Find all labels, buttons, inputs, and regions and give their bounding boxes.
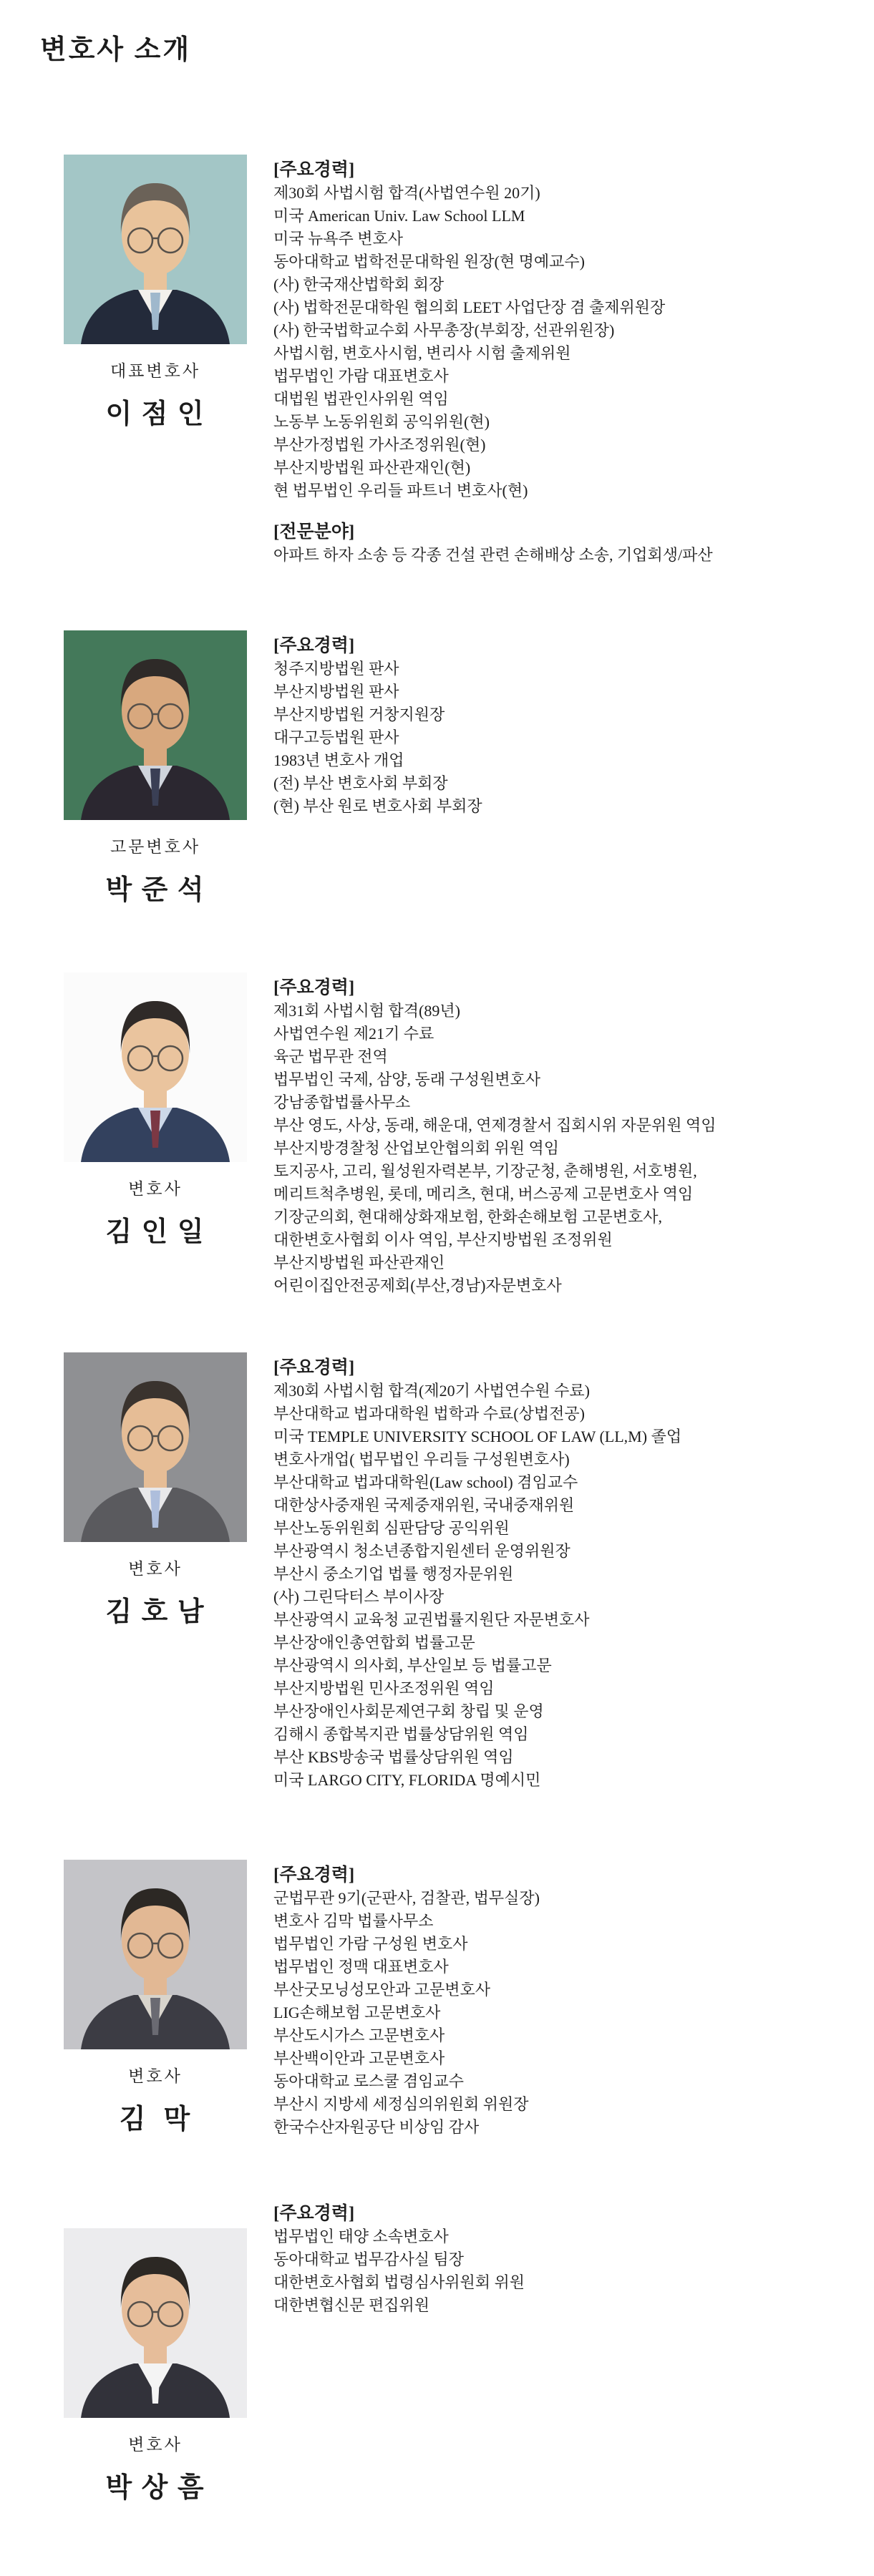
lawyer-career	[273, 1357, 874, 1792]
lawyer-role: 변호사	[128, 1560, 183, 1578]
lawyer-role: 변호사	[128, 2436, 183, 2454]
career-item: 미국 American Univ. Law School LLM	[273, 207, 525, 225]
career-item: 대한상사중재원 국제중재위원, 국내중재위원	[273, 1496, 575, 1514]
career-item: 부산노동위원회 심판담당 공익위원	[273, 1519, 510, 1537]
career-item: 강남종합법률사무소	[273, 1093, 411, 1111]
lawyer-role: 대표변호사	[110, 362, 201, 380]
career-item: 제31회 사법시험 합격(89년)	[273, 1002, 460, 1020]
career-item: 미국 LARGO CITY, FLORIDA 명예시민	[273, 1771, 541, 1789]
lawyer-role: 변호사	[128, 1180, 183, 1198]
career-item: 변호사개업( 법무법인 우리들 구성원변호사)	[273, 1450, 570, 1468]
career-item: 부산지방경찰청 산업보안협의회 위원 역임	[273, 1139, 560, 1157]
career-item: 군법무관 9기(군판사, 검찰관, 법무실장)	[273, 1889, 540, 1907]
career-item: 동아대학교 법무감사실 팀장	[273, 2250, 465, 2268]
lawyer-name: 김 호 남	[105, 1597, 205, 1627]
career-item: (사) 한국재산법학회 회장	[273, 275, 445, 293]
lawyer-summary	[37, 1352, 273, 1629]
career-item: 부산장애인사회문제연구회 창립 및 운영	[273, 1702, 544, 1720]
career-item: 미국 뉴욕주 변호사	[273, 230, 404, 248]
career-section	[273, 159, 874, 502]
career-item: 노동부 노동위원회 공익위원(현)	[273, 413, 490, 431]
career-item: 제30회 사법시험 합격(사법연수원 20기)	[273, 184, 540, 202]
career-item: 육군 법무관 전역	[273, 1048, 388, 1065]
career-section	[273, 635, 874, 818]
career-item: (사) 그린닥터스 부이사장	[273, 1588, 445, 1606]
career-item: (사) 법학전문대학원 협의회 LEET 사업단장 겸 출제위원장	[273, 298, 666, 316]
lawyer-career	[273, 159, 874, 567]
career-item: 부산광역시 청소년종합지원센터 운영위원장	[273, 1542, 570, 1560]
lawyer-profile	[0, 972, 874, 1297]
lawyer-summary	[37, 155, 273, 431]
career-section-title: [전문분야]	[273, 522, 355, 542]
career-item: 부산지방법원 파산관재인	[273, 1254, 445, 1272]
career-item: 부산광역시 의사회, 부산일보 등 법률고문	[273, 1657, 552, 1674]
career-item: 법무법인 국제, 삼양, 동래 구성원변호사	[273, 1070, 541, 1088]
career-section	[273, 521, 874, 567]
career-item: 김해시 종합복지관 법률상담위원 역임	[273, 1725, 529, 1743]
career-item: 부산 영도, 사상, 동래, 해운대, 연제경찰서 집회시위 자문위원 역임	[273, 1116, 717, 1134]
career-item: 법무법인 가람 구성원 변호사	[273, 1935, 468, 1953]
career-item: 동아대학교 로스쿨 겸임교수	[273, 2072, 465, 2090]
career-item: 대한변호사협회 법령심사위원회 위원	[273, 2273, 525, 2291]
lawyer-profile	[0, 155, 874, 567]
lawyer-photo	[64, 155, 247, 344]
lawyer-profile	[0, 630, 874, 907]
career-section	[273, 977, 874, 1297]
lawyer-profile	[0, 1860, 874, 2139]
lawyer-role: 변호사	[128, 2067, 183, 2085]
lawyer-summary	[37, 1860, 273, 2136]
career-item: 부산지방법원 민사조정위원 역임	[273, 1679, 495, 1697]
career-section	[273, 1864, 874, 2139]
career-item: 부산도시가스 고문변호사	[273, 2026, 445, 2044]
lawyer-name: 김 인 일	[105, 1217, 205, 1247]
lawyer-profile	[0, 2198, 874, 2504]
career-item: 부산시 지방세 세정심의위원회 위원장	[273, 2095, 529, 2113]
career-item: 부산지방법원 판사	[273, 683, 399, 701]
lawyer-summary	[37, 972, 273, 1249]
career-item: 어린이집안전공제회(부산,경남)자문변호사	[273, 1277, 562, 1294]
career-item: 동아대학교 법학전문대학원 원장(현 명예교수)	[273, 253, 585, 270]
career-section-title: [주요경력]	[273, 1358, 355, 1377]
career-item: 부산지방법원 거창지원장	[273, 706, 445, 723]
career-item: 부산 KBS방송국 법률상담위원 역임	[273, 1748, 514, 1766]
career-item: 토지공사, 고리, 월성원자력본부, 기장군청, 춘해병원, 서호병원,	[273, 1162, 697, 1180]
career-item: 부산시 중소기업 법률 행정자문위원	[273, 1565, 514, 1583]
lawyer-name: 이 점 인	[105, 399, 205, 429]
career-item: 1983년 변호사 개업	[273, 751, 404, 769]
career-item: 변호사 김막 법률사무소	[273, 1912, 434, 1930]
career-item: 법무법인 정맥 대표변호사	[273, 1958, 449, 1976]
lawyer-career	[273, 1864, 874, 2139]
career-section-title: [주요경력]	[273, 978, 355, 997]
career-item: 미국 TEMPLE UNIVERSITY SCHOOL OF LAW (LL,M) 졸업	[273, 1428, 682, 1445]
career-item: 대법원 법관인사위원 역임	[273, 390, 449, 408]
career-item: 메리트척추병원, 롯데, 메리츠, 현대, 버스공제 고문변호사 역임	[273, 1185, 694, 1203]
career-item: 청주지방법원 판사	[273, 660, 399, 678]
career-item: 기장군의회, 현대해상화재보험, 한화손해보험 고문변호사,	[273, 1208, 663, 1226]
career-item: (전) 부산 변호사회 부회장	[273, 774, 448, 792]
lawyer-photo	[64, 2228, 247, 2418]
career-item: 부산장애인총연합회 법률고문	[273, 1634, 475, 1652]
career-item: 부산지방법원 파산관재인(현)	[273, 459, 471, 477]
career-item: 대한변협신문 편집위원	[273, 2296, 430, 2314]
lawyer-career	[273, 977, 874, 1297]
career-item: 부산광역시 교육청 교권법률지원단 자문변호사	[273, 1611, 590, 1629]
career-item: 부산굿모닝성모안과 고문변호사	[273, 1981, 491, 1999]
career-section-title: [주요경력]	[273, 2204, 355, 2223]
career-item: 법무법인 태양 소속변호사	[273, 2228, 449, 2245]
career-item: 부산백이안과 고문변호사	[273, 2049, 445, 2067]
career-item: 부산대학교 법과대학원(Law school) 겸임교수	[273, 1473, 578, 1491]
career-item: (사) 한국법학교수회 사무총장(부회장, 선관위원장)	[273, 321, 615, 339]
lawyer-summary	[37, 630, 273, 907]
career-section-title: [주요경력]	[273, 636, 355, 655]
career-item: 사법연수원 제21기 수료	[273, 1025, 434, 1043]
page-title: 변호사 소개	[40, 35, 192, 65]
career-section-title: [주요경력]	[273, 1865, 355, 1885]
career-item: 대한변호사협회 이사 역임, 부산지방법원 조정위원	[273, 1231, 613, 1249]
career-item: 아파트 하자 소송 등 각종 건설 관련 손해배상 소송, 기업회생/파산	[273, 546, 713, 564]
lawyer-name: 박 상 흠	[105, 2473, 205, 2503]
career-section	[273, 1357, 874, 1792]
lawyer-career	[273, 2202, 874, 2317]
career-section	[273, 2202, 874, 2317]
career-item: 한국수산자원공단 비상임 감사	[273, 2118, 480, 2136]
lawyer-summary	[37, 2198, 273, 2504]
career-item: 법무법인 가람 대표변호사	[273, 367, 449, 385]
lawyer-name: 김 막	[119, 2104, 192, 2135]
career-item: 부산대학교 법과대학원 법학과 수료(상법전공)	[273, 1405, 585, 1423]
lawyer-name: 박 준 석	[105, 875, 205, 905]
career-item: 사법시험, 변호사시험, 변리사 시험 출제위원	[273, 344, 571, 362]
lawyer-photo	[64, 1352, 247, 1542]
lawyer-role: 고문변호사	[110, 838, 201, 856]
lawyer-photo	[64, 630, 247, 820]
career-item: 제30회 사법시험 합격(제20기 사법연수원 수료)	[273, 1382, 590, 1400]
career-item: LIG손해보험 고문변호사	[273, 2004, 441, 2021]
lawyer-photo	[64, 972, 247, 1162]
lawyer-profile	[0, 1352, 874, 1792]
career-section-title: [주요경력]	[273, 160, 355, 180]
lawyer-career	[273, 635, 874, 818]
lawyer-photo	[64, 1860, 247, 2049]
career-item: 부산가정법원 가사조정위원(현)	[273, 436, 486, 454]
career-item: 현 법무법인 우리들 파트너 변호사(현)	[273, 482, 528, 499]
career-item: 대구고등법원 판사	[273, 728, 399, 746]
career-item: (현) 부산 원로 변호사회 부회장	[273, 797, 482, 815]
